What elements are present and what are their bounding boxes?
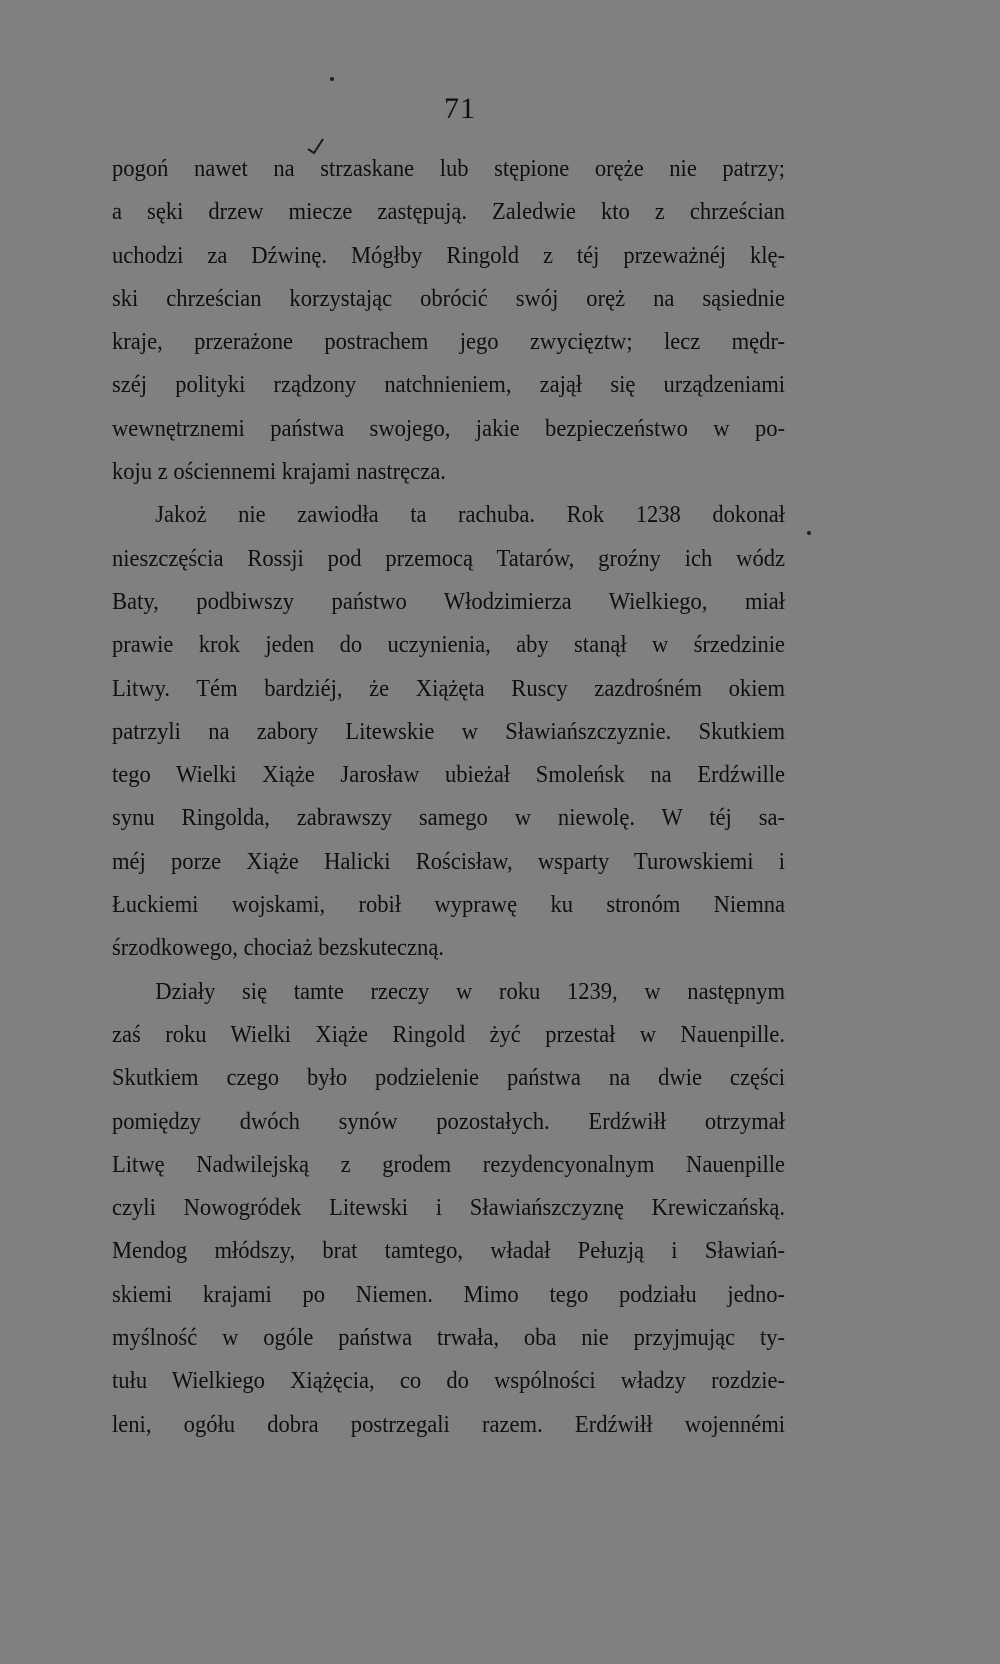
scan-speck-dot — [329, 76, 335, 82]
text-line-5: kraje, przerażone postrachem jego zwycięztw; lecz mędr- — [112, 329, 786, 356]
text-line-16: synu Ringolda, zabrawszy samego w niewolę. W téj sa- — [112, 805, 786, 832]
text-line-14: patrzyli na zabory Litewskie w Sławiańszczyznie. Skutkiem — [112, 718, 786, 745]
text-line-27: skiemi krajami po Niemen. Mimo tego podziału jedno- — [112, 1281, 786, 1308]
text-line-20: Działy się tamte rzeczy w roku 1239, w następnym — [155, 978, 786, 1005]
text-line-10: nieszczęścia Rossji pod przemocą Tatarów, groźny ich wódz — [112, 545, 786, 572]
text-line-7: wewnętrznemi państwa swojego, jakie bezpieczeństwo w po- — [112, 415, 786, 442]
scan-speck-dot-right — [806, 530, 812, 536]
text-line-1: pogoń nawet na strzaskane lub stępione oręże nie patrzy; — [112, 156, 786, 182]
text-line-30: leni, ogółu dobra postrzegali razem. Erdźwiłł wojennémi — [112, 1411, 786, 1438]
text-line-29: tułu Wielkiego Xiążęcia, co do wspólności władzy rozdzie- — [112, 1368, 786, 1395]
text-line-22: Skutkiem czego było podzielenie państwa na dwie części — [112, 1065, 786, 1092]
text-line-21: zaś roku Wielki Xiąże Ringold żyć przestał w Nauenpille. — [112, 1021, 786, 1048]
text-line-28: myślność w ogóle państwa trwała, oba nie przyjmując ty- — [112, 1325, 786, 1352]
text-line-3: uchodzi za Dźwinę. Mógłby Ringold z téj przeważnéj klę- — [112, 242, 786, 269]
text-line-23: pomiędzy dwóch synów pozostałych. Erdźwiłł otrzymał — [112, 1108, 786, 1135]
text-line-4: ski chrześcian korzystając obrócić swój oręż na sąsiednie — [112, 285, 786, 312]
text-line-8: koju z ościennemi krajami nastręcza. — [112, 459, 446, 486]
scan-speck-mark — [305, 136, 325, 156]
body-text — [112, 148, 828, 1447]
text-line-19: śrzodkowego, chociaż bezskuteczną. — [112, 935, 444, 962]
text-line-13: Litwy. Tém bardziéj, że Xiążęta Ruscy zazdrośném okiem — [112, 675, 786, 702]
text-line-2: a sęki drzew miecze zastępują. Zaledwie kto z chrześcian — [112, 199, 786, 226]
text-line-24: Litwę Nadwilejską z grodem rezydencyonalnym Nauenpille — [112, 1151, 786, 1178]
text-line-11: Baty, podbiwszy państwo Włodzimierza Wielkiego, miał — [112, 588, 786, 615]
page-number: 71 — [444, 92, 476, 125]
text-line-17: méj porze Xiąże Halicki Rościsław, wsparty Turowskiemi i — [112, 848, 786, 875]
text-line-15: tego Wielki Xiąże Jarosław ubieżał Smoleńsk na Erdźwille — [112, 762, 786, 789]
text-line-18: Łuckiemi wojskami, robił wyprawę ku stronóm Niemna — [112, 892, 786, 919]
text-line-12: prawie krok jeden do uczynienia, aby stanął w śrzedzinie — [112, 632, 786, 659]
text-line-9: Jakoż nie zawiodła ta rachuba. Rok 1238 dokonał — [155, 502, 786, 529]
text-line-25: czyli Nowogródek Litewski i Sławiańszczyznę Krewiczańską. — [112, 1195, 786, 1222]
text-line-26: Mendog młódszy, brat tamtego, władał Pełuzją i Sławiań- — [112, 1238, 786, 1265]
text-line-6: széj polityki rządzony natchnieniem, zajął się urządzeniami — [112, 372, 786, 399]
